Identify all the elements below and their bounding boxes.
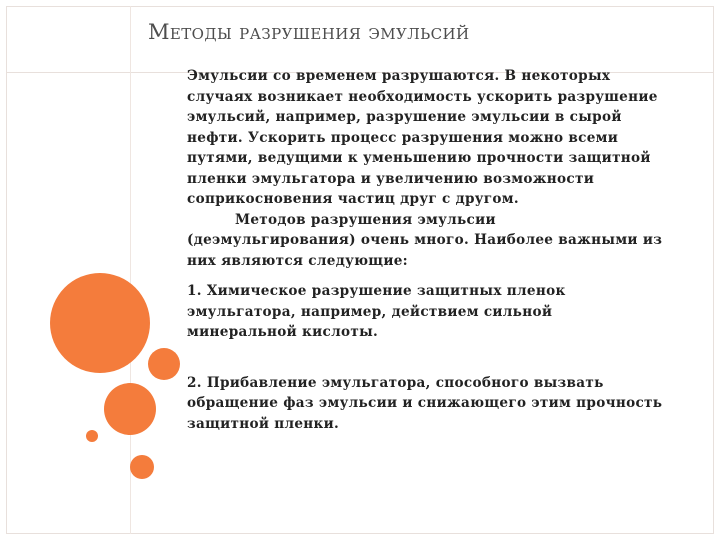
list-item-2: 2. Прибавление эмульгатора, способного вызвать обращение фаз эмульсии и снижающего этим прочность защитной пленки. (187, 374, 663, 432)
paragraph-methods-text: Методов разрушения эмульсии (деэмульгирования) очень много. Наиболее важными из них являются следующие: (187, 211, 663, 269)
paragraph-intro: Эмульсии со временем разрушаются. В некоторых случаях возникает необходимость ускорить разрушение эмульсий, например, разрушение эмульсии в сырой нефти. Ускорить процесс разрушения можно всеми путями, ведущими к уменьшению прочности защитной пленки эмульгатора и увеличению возможности соприкосновения частиц друг с другом. (187, 68, 658, 207)
slide-title: Методы разрушения эмульсий (148, 20, 470, 44)
tiny-orange-circle (86, 430, 98, 442)
lower-orange-circle (130, 455, 154, 479)
slide-body (187, 66, 667, 434)
medium-orange-circle (104, 383, 156, 435)
small-orange-circle (148, 348, 180, 380)
list-item-1: 1. Химическое разрушение защитных пленок эмульгатора, например, действием сильной минеральной кислоты. (187, 283, 566, 340)
large-orange-circle (50, 273, 150, 373)
left-rule (130, 6, 131, 534)
paragraph-methods (187, 210, 667, 272)
